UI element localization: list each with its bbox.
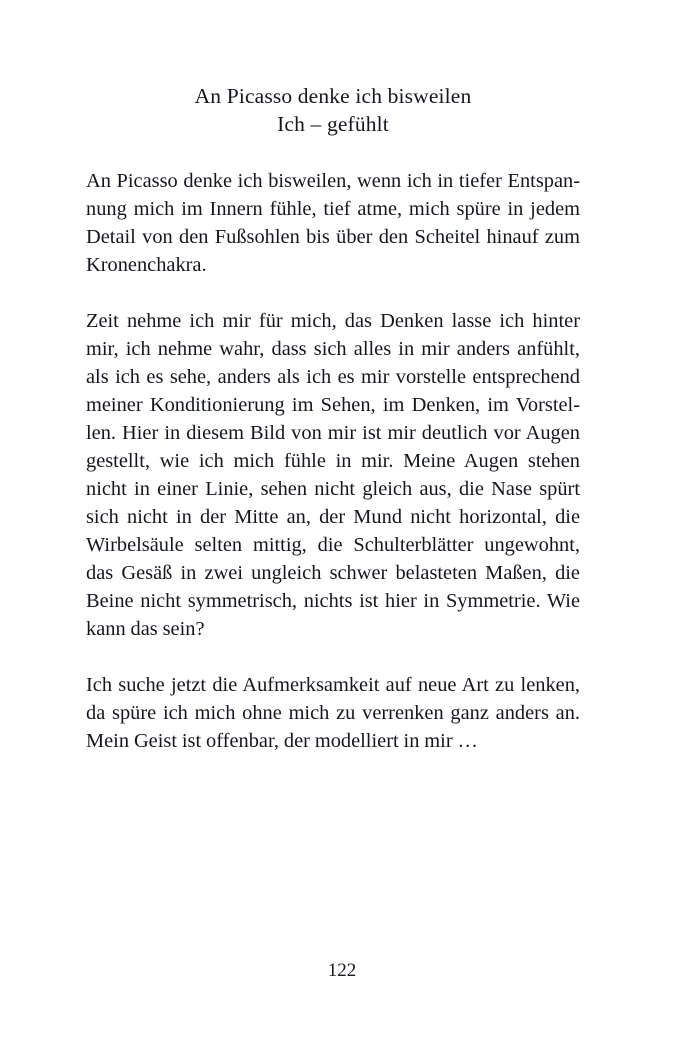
title-line-2: Ich – gefühlt xyxy=(277,112,389,136)
text-line: Mein Geist ist offenbar, der modelliert in mir … xyxy=(86,730,478,752)
paragraph-2 xyxy=(86,307,580,643)
paragraph-3 xyxy=(86,671,580,755)
text-line: sich nicht in der Mitte an, der Mund nicht horizontal, die xyxy=(86,506,580,528)
text-line: Zeit nehme ich mir für mich, das Denken lasse ich hinter xyxy=(86,310,580,332)
text-line: kann das sein? xyxy=(86,618,205,640)
text-line: len. Hier in diesem Bild von mir ist mir deutlich vor Augen xyxy=(86,422,580,444)
page-title xyxy=(86,0,580,138)
text-line: nung mich im Innern fühle, tief atme, mich spüre in jedem xyxy=(86,198,580,220)
page-number: 122 xyxy=(327,960,357,981)
text-line: Detail von den Fußsohlen bis über den Scheitel hinauf zum xyxy=(86,226,580,248)
text-line: meiner Konditionierung im Sehen, im Denken, im Vorstel- xyxy=(86,394,580,416)
page-folio xyxy=(0,959,684,983)
text-line: als ich es sehe, anders als ich es mir vorstelle entsprechend xyxy=(86,366,580,388)
text-line: Wirbelsäule selten mittig, die Schulterblätter ungewohnt, xyxy=(86,534,580,556)
page-content xyxy=(86,0,580,755)
text-line: An Picasso denke ich bisweilen, wenn ich in tiefer Entspan- xyxy=(86,170,580,192)
paragraph-1 xyxy=(86,167,580,279)
title-line-1: An Picasso denke ich bisweilen xyxy=(194,84,472,108)
text-line: mir, ich nehme wahr, dass sich alles in mir anders anfühlt, xyxy=(86,338,580,360)
text-line: Kronenchakra. xyxy=(86,254,207,276)
text-line: nicht in einer Linie, sehen nicht gleich aus, die Nase spürt xyxy=(86,478,580,500)
body-text xyxy=(86,167,580,755)
text-line: da spüre ich mich ohne mich zu verrenken ganz anders an. xyxy=(86,702,580,724)
text-line: gestellt, wie ich mich fühle in mir. Meine Augen stehen xyxy=(86,450,580,472)
text-line: Beine nicht symmetrisch, nichts ist hier in Symmetrie. Wie xyxy=(86,590,580,612)
text-line: das Gesäß in zwei ungleich schwer belasteten Maßen, die xyxy=(86,562,580,584)
text-line: Ich suche jetzt die Aufmerksamkeit auf neue Art zu lenken, xyxy=(86,674,580,696)
